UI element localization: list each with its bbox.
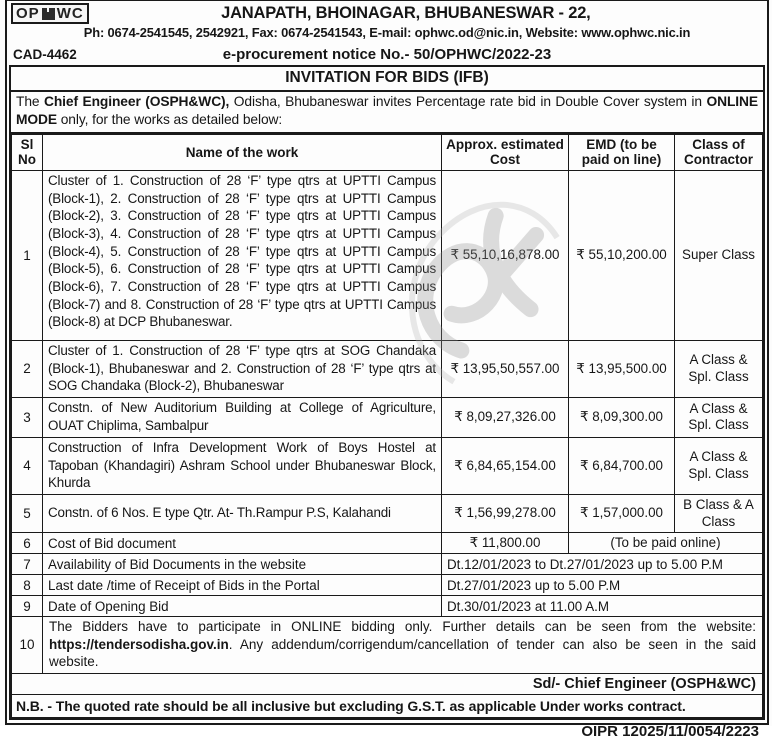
work-row-4 [12,437,763,494]
info-label-cell: Last date /time of Receipt of Bids in the Portal [43,575,442,596]
info-row-opening-date [12,596,763,617]
nb-note-cell: N.B. - The quoted rate should be all inclusive but excluding G.S.T. as applicable Under works contract. [12,694,763,717]
opening-date-cell: Dt.30/01/2023 at 11.00 A.M [442,596,763,617]
info-row-last-date [12,575,763,596]
sl-cell: 10 [12,617,43,674]
cost-cell: ₹ 6,84,65,154.00 [442,437,569,494]
cad-number: CAD-4462 [13,46,77,62]
sl-cell: 4 [12,437,43,494]
info-row-cost-of-bid [12,533,763,554]
class-cell: A Class & Spl. Class [675,397,763,437]
work-name-cell: Construction of Infra Development Work of Boys Hostel at Tapoban (Khandagiri) Ashram School under Bhubaneswar Block, Khurda [43,437,442,494]
work-name-cell: Cluster of 1. Construction of 28 ‘F’ type qtrs at SOG Chandaka (Block-1), Bhubaneswar and 2. Construction of 28 ‘F’ type qtrs at SOG Chandaka (Block-2), Bhubaneswar [43,340,442,397]
work-name-cell: Cluster of 1. Construction of 28 ‘F’ type qtrs at UPTTI Campus (Block-1), 2. Construction of 28 ‘F’ type qtrs at UPTTI Campus (Block-2), 3. Construction of 28 ‘F’ type qtrs at UPTTI Campus (Block-3), 4. Construction of 28 ‘F’ type qtrs at UPTTI Campus (Block-4), 5. Construction of 28 ‘F’ type qtrs at UPTTI Campus (Block-5), 6. Construction of 28 ‘F’ type qtrs at UPTTI Campus (Block-6), 7. Construction of 28 ‘F’ type qtrs at UPTTI Campus (Block-7) and 8. Construction of 28 ‘F’ type qtrs at UPTTI Campus (Block-8) at DCP Bhubaneswar. [43,170,442,340]
col-header-name-of-work: Name of the work [43,134,442,170]
header-row-logo-address [11,2,763,25]
signature-cell: Sd/- Chief Engineer (OSPH&WC) [12,673,763,694]
cost-cell: ₹ 8,09,27,326.00 [442,397,569,437]
col-header-class: Class of Contractor [675,134,763,170]
col-header-approx-cost: Approx. estimated Cost [442,134,569,170]
intro-pre: The [16,94,44,109]
cost-cell: ₹ 55,10,16,878.00 [442,170,569,340]
logo-text-right: WC [56,5,84,22]
logo-building-icon [42,8,55,20]
work-row-3 [12,397,763,437]
class-cell: Super Class [675,170,763,340]
work-row-2 [12,340,763,397]
tender-website-url: https://tendersodisha.gov.in [49,636,229,652]
cost-cell: ₹ 13,95,50,557.00 [442,340,569,397]
notice-header [7,1,767,65]
sl-cell: 1 [12,170,43,340]
sl-cell: 8 [12,575,43,596]
paid-online-cell: (To be paid online) [569,533,763,554]
class-cell: A Class & Spl. Class [675,340,763,397]
note-row-online-bidding [12,617,763,674]
bids-table-container [9,132,765,720]
intro-mid: Odisha, Bhubaneswar invites Percentage rate bid in Double Cover system in [229,94,707,109]
emd-cell: ₹ 6,84,700.00 [569,437,675,494]
oipr-reference: OIPR 12025/11/0054/2223 [581,722,759,740]
table-header-row [12,134,763,170]
intro-paragraph [9,90,765,134]
sl-cell: 6 [12,533,43,554]
info-label-cell: Availability of Bid Documents in the website [43,554,442,575]
ifb-title: INVITATION FOR BIDS (IFB) [9,65,765,92]
col-header-sl-no: Sl No [12,134,43,170]
sl-cell: 5 [12,495,43,533]
intro-post: only, for the works as detailed below: [57,111,283,127]
note-post: . Any addendum/corrigendum/cancellation of tender can also be seen in the said website. [49,636,756,670]
class-cell: B Class & A Class [675,495,763,533]
sl-cell: 3 [12,397,43,437]
logo-text-left: OP [16,5,40,22]
notice-frame [5,0,769,740]
sl-cell: 2 [12,340,43,397]
last-date-cell: Dt.27/01/2023 up to 5.00 P.M [442,575,763,596]
class-cell: A Class & Spl. Class [675,437,763,494]
intro-online-mode: ONLINE MODE [16,94,759,127]
header-row-notice-no [11,44,763,64]
sl-cell: 9 [12,596,43,617]
emd-cell: ₹ 8,09,300.00 [569,397,675,437]
info-row-availability [12,554,763,575]
intro-chief-engineer: Chief Engineer (OSPH&WC), [43,94,230,109]
availability-dates-cell: Dt.12/01/2023 to Dt.27/01/2023 up to 5.00 P.M [442,554,763,575]
emd-cell: ₹ 13,95,500.00 [569,340,675,397]
info-label-cell: Cost of Bid document [43,533,442,554]
sl-cell: 7 [12,554,43,575]
col-header-emd: EMD (to be paid on line) [569,134,675,170]
bid-doc-cost-cell: ₹ 11,800.00 [442,533,569,554]
contact-line: Ph: 0674-2541545, 2542921, Fax: 0674-2541543, E-mail: ophwc.od@nic.in, Website: www.ophwc.nic.in [83,25,691,40]
emd-cell: ₹ 1,57,000.00 [569,495,675,533]
bids-table [11,134,763,718]
note-pre: The Bidders have to participate in ONLINE bidding only. Further details can be seen from the website: [49,619,756,634]
emd-cell: ₹ 55,10,200.00 [569,170,675,340]
nb-row [12,694,763,717]
work-name-cell: Constn. of 6 Nos. E type Qtr. At- Th.Rampur P.S, Kalahandi [43,495,442,533]
cost-cell: ₹ 1,56,99,278.00 [442,495,569,533]
work-row-5 [12,495,763,533]
work-row-1 [12,170,763,340]
online-bidding-note-cell [43,617,763,674]
eprocurement-notice-number: e-procurement notice No.- 50/OPHWC/2022-23 [222,45,552,63]
ophwc-logo [11,3,89,24]
work-name-cell: Constn. of New Auditorium Building at College of Agriculture, OUAT Chiplima, Sambalpur [43,397,442,437]
address-line: JANAPATH, BHOINAGAR, BHUBANESWAR - 22, [221,4,591,22]
signature-row [12,673,763,694]
info-label-cell: Date of Opening Bid [43,596,442,617]
